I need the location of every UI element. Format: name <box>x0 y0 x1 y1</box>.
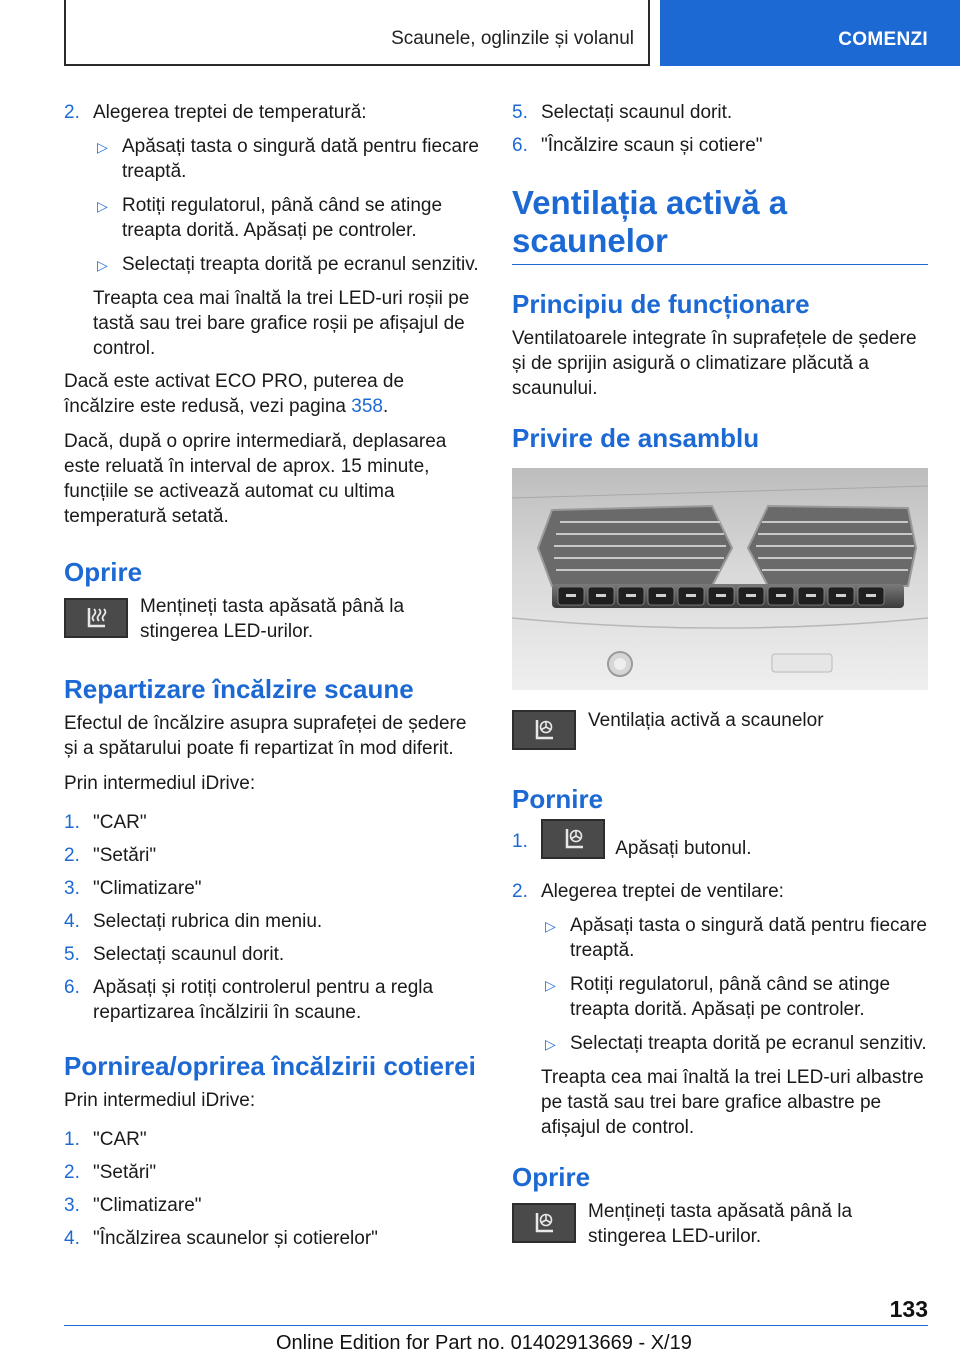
list-item: 1. "CAR" <box>64 1129 147 1150</box>
temperature-steps <box>64 100 480 361</box>
triangle-bullet-icon: ▷ <box>545 1036 556 1052</box>
section-heading-oprire-right: Oprire <box>512 1162 591 1192</box>
list-item: 1. "CAR" <box>64 812 147 833</box>
caption-row <box>512 708 928 758</box>
list-item: 6. Apăsați și rotiți controlerul pentru a regla repartizarea încălzirii în scaune. <box>64 977 434 1023</box>
resume-paragraph: Dacă, după o oprire intermediară, deplasarea este reluată în interval de aprox. 15 minute, funcțiile se activează automat cu ultima temperatură setată. <box>64 431 447 527</box>
footer-edition: Online Edition for Part no. 01402913669 - X/19 <box>276 1332 692 1354</box>
list-item: 5. Selectați scaunul dorit. <box>64 944 285 965</box>
seat-heating-icon <box>81 604 111 632</box>
list-item: 1. Apăsați butonul. <box>512 829 928 869</box>
triangle-bullet-icon: ▷ <box>97 257 108 273</box>
cotiere-via: Prin intermediul iDrive: <box>64 1090 256 1111</box>
section-heading-pornire: Pornire <box>512 784 604 814</box>
continued-steps <box>512 100 928 158</box>
list-item: 3. "Climatizare" <box>64 878 202 899</box>
page-header <box>0 0 960 66</box>
sub-item: ▷ Rotiți regulatorul, până când se atinge treapta dorită. Apăsați pe controler. <box>97 195 443 241</box>
list-item: 4. Selectați rubrica din meniu. <box>64 911 323 932</box>
list-item: 2. Alegerea treptei de ventilare: ▷ Apăsați tasta o singură dată pentru fiecare treaptă. ▷ Rotiți regulatorul, până când se atinge treapta dorită. Apăsați pe controler. ▷ Selectați treapta dorită pe ecranul senzitiv. Treapta cea mai înaltă la trei LED-uri albastre pe tastă sau trei bare grafice albastre pe afișajul de control. <box>512 881 928 1138</box>
sub-list <box>93 134 480 277</box>
repartizare-via: Prin intermediul iDrive: <box>64 773 256 794</box>
list-item <box>64 100 480 361</box>
photo-caption: Ventilația activă a scaunelor <box>588 710 824 731</box>
list-item: 2. "Setări" <box>64 1162 157 1183</box>
seat-ventilation-button-icon <box>512 1203 576 1243</box>
left-column <box>64 100 480 1259</box>
sub-item: ▷ Selectați treapta dorită pe ecranul senzitiv. <box>93 252 480 277</box>
list-item: 2. "Setări" <box>64 845 157 866</box>
triangle-bullet-icon: ▷ <box>97 139 108 155</box>
chapter-title: Scaunele, oglinzile și volanul <box>391 28 634 49</box>
footer-divider <box>64 1325 928 1326</box>
triangle-bullet-icon: ▷ <box>545 977 556 993</box>
section-heading-privire: Privire de ansamblu <box>512 423 760 453</box>
seat-heating-button-icon <box>64 598 128 638</box>
pornire-steps <box>512 829 928 1140</box>
step-number: 2. <box>64 102 80 123</box>
sub-item: ▷ Rotiți regulatorul, până când se atinge treapta dorită. Apăsați pe controler. <box>545 974 891 1020</box>
oprire-row <box>64 594 480 644</box>
list-item: 4. "Încălzirea scaunelor și cotierelor" <box>64 1228 378 1249</box>
seat-ventilation-icon <box>529 1209 559 1237</box>
step-note: Treapta cea mai înaltă la trei LED-uri albastre pe tastă sau trei bare grafice albastre pe afișajul de control. <box>541 1067 924 1138</box>
section-heading-cotiere: Pornirea/oprirea încălzirii cotierei <box>64 1051 476 1081</box>
eco-pro-paragraph: Dacă este activat ECO PRO, puterea de încălzire este redusă, vezi pagina 358. <box>64 371 405 417</box>
right-column <box>512 100 928 1257</box>
list-item: 5. Selectați scaunul dorit. <box>512 102 733 123</box>
header-frame <box>64 0 650 66</box>
sub-item: ▷ Apăsați tasta o singură dată pentru fiecare treaptă. <box>97 136 480 182</box>
oprire-row <box>512 1199 928 1249</box>
sub-list <box>541 913 928 1056</box>
list-item: 6. "Încălzire scaun și cotiere" <box>512 135 763 156</box>
repartizare-text: Efectul de încălzire asupra suprafeței de ședere și a spătarului poate fi repartizat în mod diferit. <box>64 713 467 759</box>
section-heading-principiu: Principiu de funcționare <box>512 289 810 319</box>
seat-ventilation-button-icon <box>512 710 576 750</box>
sub-item: ▷ Apăsați tasta o singură dată pentru fiecare treaptă. <box>545 915 928 961</box>
triangle-bullet-icon: ▷ <box>97 198 108 214</box>
chapter-heading-ventilatie: Ventilația activă a scaunelor <box>512 184 928 265</box>
triangle-bullet-icon: ▷ <box>545 918 556 934</box>
section-tab-label: COMENZI <box>838 29 928 50</box>
step-note: Treapta cea mai înaltă la trei LED-uri roșii pe tastă sau trei bare grafice roșii pe afișajul de control. <box>93 288 470 359</box>
sub-item: ▷ Selectați treapta dorită pe ecranul senzitiv. <box>541 1031 928 1056</box>
principiu-text: Ventilatoarele integrate în suprafețele de ședere și de sprijin asigură o climatizare plăcută a scaunului. <box>512 328 917 399</box>
oprire-text: Mențineți tasta apăsată până la stingerea LED-urilor. <box>588 1201 853 1247</box>
section-heading-oprire: Oprire <box>64 557 143 587</box>
repartizare-steps <box>64 810 480 1025</box>
seat-ventilation-button-icon <box>541 819 605 859</box>
list-item: 3. "Climatizare" <box>64 1195 202 1216</box>
section-tab <box>660 0 960 66</box>
air-vents-illustration <box>512 468 928 690</box>
oprire-text: Mențineți tasta apăsată până la stingerea LED-urilor. <box>140 596 405 642</box>
section-heading-repartizare: Repartizare încălzire scaune <box>64 674 414 704</box>
dashboard-vent-photo <box>512 468 928 690</box>
step-text: Alegerea treptei de temperatură: <box>93 102 367 123</box>
seat-ventilation-icon <box>529 716 559 744</box>
page-number: 133 <box>889 1296 928 1322</box>
page-link[interactable]: 358 <box>351 396 383 417</box>
cotiere-steps <box>64 1127 480 1251</box>
seat-ventilation-icon <box>559 825 589 853</box>
